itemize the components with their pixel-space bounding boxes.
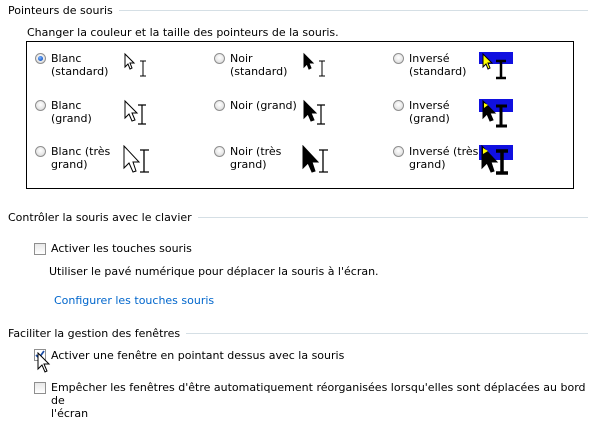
keyboard-group-title: Contrôler la souris avec le clavier — [8, 210, 192, 224]
scheme-label: Noir (grand) — [230, 99, 297, 112]
black-pointer-preview-icon — [300, 52, 348, 90]
white-large-pointer-preview-icon — [121, 99, 169, 137]
radio-black-standard[interactable] — [214, 53, 225, 64]
black-xlarge-pointer-preview-icon — [300, 145, 348, 183]
group-divider — [119, 10, 588, 11]
windows-group-header — [8, 326, 588, 340]
pointer-group-header — [8, 3, 588, 17]
scheme-inverted-standard[interactable] — [393, 52, 568, 94]
scheme-label: Blanc (très grand) — [51, 145, 111, 171]
scheme-white-standard[interactable] — [35, 52, 210, 94]
prevent-arrange-label[interactable]: Empêcher les fenêtres d'être automatiquement réorganisées lorsqu'elles sont déplacées au bord de l'écran — [51, 381, 586, 420]
scheme-white-large[interactable] — [35, 99, 210, 141]
hover-activate-label[interactable]: Activer une fenêtre en pointant dessus avec la souris — [51, 349, 345, 362]
black-large-pointer-preview-icon — [300, 99, 348, 137]
prevent-arrange-checkbox[interactable] — [34, 382, 46, 394]
windows-group-title: Faciliter la gestion des fenêtres — [8, 326, 181, 340]
scheme-label: Inversé (grand) — [409, 99, 450, 125]
group-divider — [198, 217, 588, 218]
scheme-black-large[interactable] — [214, 99, 389, 141]
scheme-label: Inversé (standard) — [409, 52, 467, 78]
scheme-label: Noir (très grand) — [230, 145, 282, 171]
radio-white-xlarge[interactable] — [35, 146, 46, 157]
inverted-large-pointer-preview-icon — [479, 99, 527, 137]
radio-inverted-large[interactable] — [393, 100, 404, 111]
radio-white-standard[interactable] — [35, 53, 46, 64]
pointer-group — [8, 3, 588, 17]
group-divider — [186, 333, 588, 334]
windows-group — [8, 326, 588, 340]
scheme-label: Blanc (standard) — [51, 52, 109, 78]
scheme-inverted-large[interactable] — [393, 99, 568, 141]
radio-white-large[interactable] — [35, 100, 46, 111]
scheme-label: Blanc (grand) — [51, 99, 92, 125]
pointer-description: Changer la couleur et la taille des pointeurs de la souris. — [27, 26, 339, 39]
white-xlarge-pointer-preview-icon — [121, 145, 169, 183]
configure-mouse-keys-link[interactable]: Configurer les touches souris — [54, 294, 215, 307]
keyboard-group — [8, 210, 588, 224]
inverted-xlarge-pointer-preview-icon — [479, 145, 527, 183]
mouse-keys-hint: Utiliser le pavé numérique pour déplacer la souris à l'écran. — [49, 265, 379, 278]
pointer-group-title: Pointeurs de souris — [8, 3, 113, 17]
mouse-keys-checkbox[interactable] — [34, 243, 46, 255]
mouse-cursor-icon — [37, 352, 51, 374]
scheme-white-xlarge[interactable] — [35, 145, 210, 187]
scheme-label: Inversé (très grand) — [409, 145, 479, 171]
pointer-scheme-box — [26, 41, 574, 189]
radio-black-large[interactable] — [214, 100, 225, 111]
scheme-black-standard[interactable] — [214, 52, 389, 94]
keyboard-group-header — [8, 210, 588, 224]
radio-inverted-xlarge[interactable] — [393, 146, 404, 157]
scheme-black-xlarge[interactable] — [214, 145, 389, 187]
radio-black-xlarge[interactable] — [214, 146, 225, 157]
white-pointer-preview-icon — [121, 52, 169, 90]
scheme-label: Noir (standard) — [230, 52, 288, 78]
mouse-keys-label[interactable]: Activer les touches souris — [51, 242, 192, 255]
inverted-pointer-preview-icon — [479, 52, 527, 90]
scheme-inverted-xlarge[interactable] — [393, 145, 568, 187]
radio-inverted-standard[interactable] — [393, 53, 404, 64]
